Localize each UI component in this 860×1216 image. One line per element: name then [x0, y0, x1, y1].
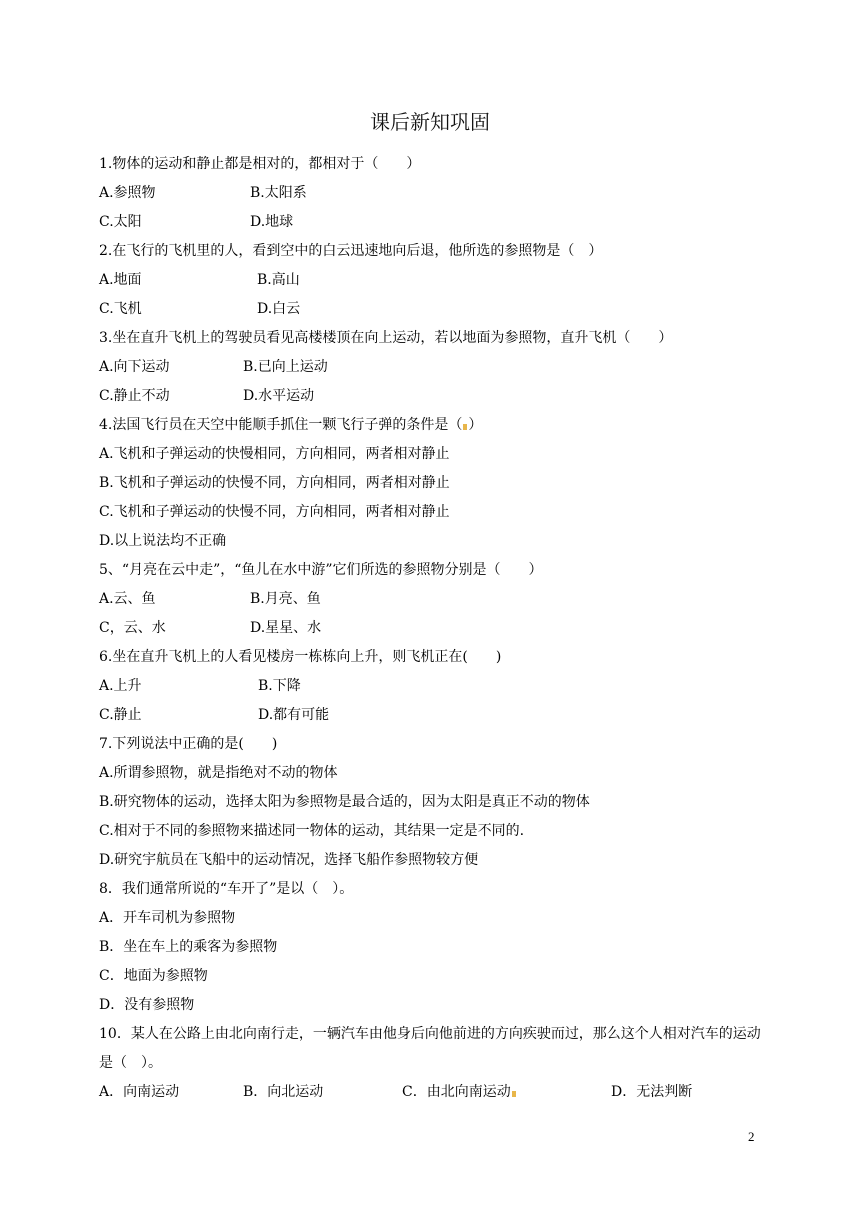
option-c: C．地面为参照物 [99, 968, 208, 984]
question-7-stem: 7.下列说法中正确的是( ) [99, 736, 278, 752]
question-8-stem: 8．我们通常所说的“车开了”是以（ ）。 [99, 881, 354, 897]
option-d: D.白云 [257, 301, 301, 317]
question-list [99, 150, 769, 1107]
option-a: A.参照物 [99, 185, 156, 201]
question-2-options-row-1 [99, 266, 769, 295]
option-c: C，云、水 [99, 620, 166, 636]
option-a: A.上升 [99, 678, 142, 694]
question-4-stem: 4.法国飞行员在天空中能顺手抓住一颗飞行子弹的条件是（ ） [99, 417, 483, 433]
option-c: C.太阳 [99, 214, 142, 230]
page-title: 课后新知巩固 [370, 110, 490, 134]
option-a: A.向下运动 [99, 359, 170, 375]
option-d: D.研究宇航员在飞船中的运动情况，选择飞船作参照物较方便 [99, 852, 479, 868]
option-c: C．由北向南运动 [402, 1078, 517, 1107]
question-2-options-row-2 [99, 295, 769, 324]
highlight-mark [512, 1091, 516, 1097]
question-1-options-row-1 [99, 179, 769, 208]
question-6-stem: 6.坐在直升飞机上的人看见楼房一栋栋向上升，则飞机正在( ) [99, 649, 502, 665]
question-10-options-row [99, 1078, 769, 1107]
question-6-options-row-1 [99, 672, 769, 701]
option-d: D.以上说法均不正确 [99, 533, 227, 549]
option-b: B．坐在车上的乘客为参照物 [99, 939, 278, 955]
question-2-stem: 2.在飞行的飞机里的人，看到空中的白云迅速地向后退，他所选的参照物是（ ） [99, 243, 603, 259]
option-c: C.飞机和子弹运动的快慢不同，方向相同，两者相对静止 [99, 504, 450, 520]
option-d: D.水平运动 [243, 388, 315, 404]
question-10-stem: 10．某人在公路上由北向南行走，一辆汽车由他身后向他前进的方向疾驶而过，那么这个人相对汽车的运动是（ ）。 [99, 1026, 761, 1071]
option-b: B.已向上运动 [243, 359, 328, 375]
option-d: D.地球 [250, 214, 294, 230]
question-5-options-row-2 [99, 614, 769, 643]
option-a: A．向南运动 [99, 1084, 180, 1100]
question-1-options-row-2 [99, 208, 769, 237]
option-b: B.高山 [257, 272, 300, 288]
option-b: B.太阳系 [250, 185, 307, 201]
option-d: D.都有可能 [258, 707, 330, 723]
option-d: D．没有参照物 [99, 997, 195, 1013]
option-c: C.飞机 [99, 301, 142, 317]
option-c: C.静止 [99, 707, 142, 723]
option-b: B.研究物体的运动，选择太阳为参照物是最合适的，因为太阳是真正不动的物体 [99, 794, 590, 810]
question-1-stem: 1.物体的运动和静止都是相对的，都相对于（ ） [99, 156, 421, 172]
option-c: C.相对于不同的参照物来描述同一物体的运动，其结果一定是不同的. [99, 823, 525, 839]
question-3-options-row-2 [99, 382, 769, 411]
option-b: B.飞机和子弹运动的快慢不同，方向相同，两者相对静止 [99, 475, 450, 491]
question-5-stem: 5、“月亮在云中走”，“鱼儿在水中游”它们所选的参照物分别是（ ） [99, 562, 543, 578]
option-d: D．无法判断 [611, 1084, 693, 1100]
question-6-options-row-2 [99, 701, 769, 730]
page-number: 2 [748, 1129, 755, 1144]
question-3-options-row-1 [99, 353, 769, 382]
option-c: C.静止不动 [99, 388, 170, 404]
highlight-mark [463, 424, 467, 430]
option-b: B.月亮、鱼 [250, 591, 321, 607]
option-d: D.星星、水 [250, 620, 322, 636]
question-3-stem: 3.坐在直升飞机上的驾驶员看见高楼楼顶在向上运动，若以地面为参照物，直升飞机（ ） [99, 330, 673, 346]
option-a: A.地面 [99, 272, 142, 288]
option-a: A.云、鱼 [99, 591, 156, 607]
option-b: B.下降 [258, 678, 301, 694]
option-a: A.所谓参照物，就是指绝对不动的物体 [99, 765, 338, 781]
question-5-options-row-1 [99, 585, 769, 614]
option-a: A．开车司机为参照物 [99, 910, 236, 926]
option-b: B．向北运动 [243, 1084, 324, 1100]
option-a: A.飞机和子弹运动的快慢相同，方向相同，两者相对静止 [99, 446, 450, 462]
